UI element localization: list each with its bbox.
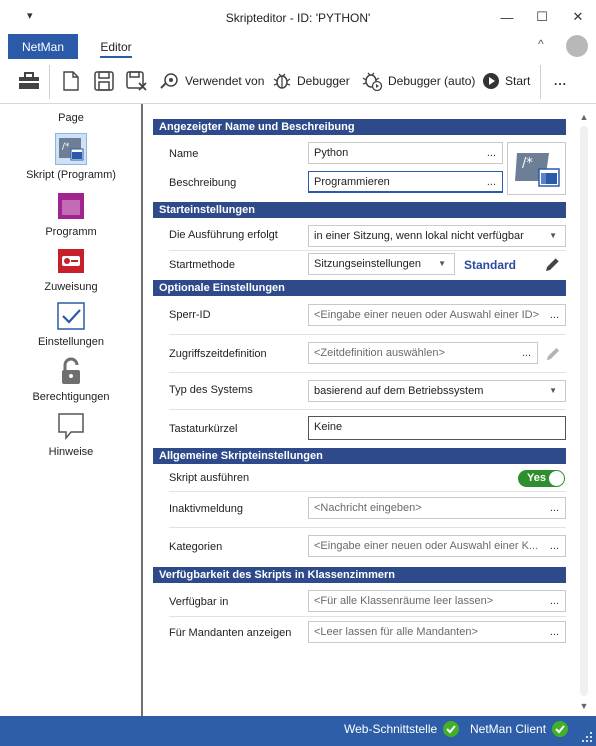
- shortcut-field[interactable]: [308, 416, 566, 440]
- avatar[interactable]: [566, 35, 588, 57]
- description-field[interactable]: [308, 171, 503, 193]
- save-close-button[interactable]: [126, 70, 148, 92]
- svg-text:/*: /*: [62, 142, 70, 152]
- row-divider: [169, 527, 566, 528]
- ribbon-tabs: [0, 34, 596, 59]
- chevron-down-icon: ▼: [438, 259, 446, 268]
- available-in-label: Verfügbar in: [169, 596, 229, 608]
- chevron-down-icon: ▼: [549, 386, 557, 395]
- name-label: Name: [169, 148, 199, 160]
- window-title: Skripteditor - ID: 'PYTHON': [225, 11, 371, 25]
- toolbar: [0, 59, 596, 104]
- edit-pencil-disabled-icon: [545, 345, 562, 365]
- tenants-browse-button[interactable]: ...: [549, 626, 559, 638]
- execution-select[interactable]: [308, 225, 566, 247]
- toggle-label: Yes: [527, 472, 546, 484]
- lock-id-field[interactable]: [308, 304, 566, 326]
- used-by-icon: [160, 71, 180, 91]
- shortcut-value: Keine: [314, 421, 343, 433]
- row-divider: [169, 409, 566, 410]
- execution-value: in einer Sitzung, wenn lokal nicht verfügbar: [314, 230, 524, 242]
- script-icon-picker[interactable]: [507, 142, 566, 195]
- save-icon: [94, 71, 114, 91]
- script-icon: [55, 133, 87, 165]
- access-time-placeholder: <Zeitdefinition auswählen>: [314, 347, 445, 359]
- name-field[interactable]: [308, 142, 503, 164]
- access-time-label: Zugriffszeitdefinition: [169, 348, 267, 360]
- toolbar-divider: [540, 65, 541, 99]
- section-start-settings: Starteinstellungen: [153, 202, 566, 218]
- row-divider: [169, 616, 566, 617]
- debugger-button[interactable]: [272, 70, 350, 92]
- tab-netman[interactable]: NetMan: [8, 34, 78, 59]
- used-by-button[interactable]: [160, 70, 264, 92]
- description-value: Programmieren: [314, 176, 390, 188]
- nav-item-zuweisung[interactable]: [0, 245, 142, 293]
- system-type-select[interactable]: [308, 380, 566, 402]
- section-name-description: Angezeigter Name und Beschreibung: [153, 119, 566, 135]
- active-tab-underline: [100, 56, 132, 58]
- status-bar: [0, 716, 596, 746]
- save-button[interactable]: [94, 70, 114, 92]
- tenants-label: Für Mandanten anzeigen: [169, 627, 292, 639]
- categories-field[interactable]: [308, 535, 566, 557]
- web-interface-label: Web-Schnittstelle: [344, 722, 438, 736]
- toolbox-icon: [18, 71, 40, 91]
- run-script-label: Skript ausführen: [169, 472, 250, 484]
- resize-grip-icon[interactable]: [582, 732, 593, 746]
- nav-item-programm[interactable]: [0, 190, 142, 238]
- tenants-placeholder: <Leer lassen für alle Mandanten>: [314, 626, 478, 638]
- available-in-field[interactable]: [308, 590, 566, 612]
- tab-editor-label: Editor: [100, 39, 132, 54]
- nav-item-skript[interactable]: [0, 133, 142, 181]
- tenants-field[interactable]: [308, 621, 566, 643]
- section-general-script-settings: Allgemeine Skripteinstellungen: [153, 448, 566, 464]
- nav-heading: Page: [58, 112, 84, 124]
- minimize-button[interactable]: —: [500, 9, 514, 25]
- row-divider: [169, 491, 566, 492]
- inactive-message-placeholder: <Nachricht eingeben>: [314, 502, 422, 514]
- start-method-select[interactable]: [308, 253, 455, 275]
- save-close-icon: [126, 71, 148, 91]
- categories-browse-button[interactable]: ...: [549, 540, 559, 552]
- nav-item-label: Zuweisung: [44, 281, 98, 293]
- scroll-down-icon[interactable]: ▼: [579, 701, 589, 711]
- nav-item-berechtigungen[interactable]: [0, 355, 142, 403]
- new-document-button[interactable]: [63, 70, 79, 92]
- section-classroom-availability: Verfügbarkeit des Skripts in Klassenzimmern: [153, 567, 566, 583]
- lock-id-browse-button[interactable]: ...: [549, 309, 559, 321]
- nav-item-label: Einstellungen: [37, 336, 105, 348]
- title-bar: [0, 0, 596, 34]
- name-browse-button[interactable]: ...: [486, 147, 496, 159]
- row-divider: [169, 372, 566, 373]
- available-in-placeholder: <Für alle Klassenräume leer lassen>: [314, 595, 494, 607]
- shortcut-label: Tastaturkürzel: [169, 423, 238, 435]
- debugger-auto-label: Debugger (auto): [388, 74, 476, 88]
- inactive-message-browse-button[interactable]: ...: [549, 502, 559, 514]
- nav-item-label: Berechtigungen: [32, 391, 110, 403]
- assignment-icon: [55, 245, 87, 277]
- toolbox-button[interactable]: [18, 70, 40, 92]
- close-button[interactable]: ✕: [572, 9, 584, 24]
- section-optional-settings: Optionale Einstellungen: [153, 280, 566, 296]
- vertical-scrollbar[interactable]: [577, 110, 591, 713]
- program-window-icon: [55, 190, 87, 222]
- debugger-label: Debugger: [297, 74, 350, 88]
- toggle-knob: [549, 471, 564, 486]
- edit-pencil-icon[interactable]: [544, 255, 562, 276]
- nav-item-einstellungen[interactable]: [0, 300, 142, 348]
- collapse-ribbon-icon[interactable]: ^: [538, 37, 544, 51]
- tab-editor[interactable]: [92, 34, 140, 59]
- nav-item-label: Skript (Programm): [26, 169, 116, 181]
- lock-icon: [55, 355, 87, 387]
- page-navigation: [0, 104, 139, 716]
- svg-text:/*: /*: [521, 155, 533, 171]
- access-time-browse-button[interactable]: ...: [521, 347, 531, 359]
- row-divider: [169, 250, 566, 251]
- nav-item-label: Hinweise: [48, 446, 94, 458]
- netman-client-label: NetMan Client: [470, 722, 547, 736]
- name-value: Python: [314, 147, 349, 159]
- standard-link[interactable]: Standard: [464, 258, 517, 272]
- netman-client-status[interactable]: [470, 721, 568, 737]
- scrollbar-track[interactable]: [580, 126, 588, 696]
- start-method-value: Sitzungseinstellungen: [314, 258, 422, 270]
- lock-id-label: Sperr-ID: [169, 309, 211, 321]
- maximize-button[interactable]: ☐: [536, 9, 548, 24]
- play-icon: [482, 72, 500, 90]
- inactive-message-field[interactable]: [308, 497, 566, 519]
- chevron-down-icon: ▼: [549, 231, 557, 240]
- run-script-toggle[interactable]: [518, 470, 565, 487]
- checkmark-icon: [55, 300, 87, 332]
- inactive-message-label: Inaktivmeldung: [169, 503, 243, 515]
- nav-item-label: Programm: [45, 226, 97, 238]
- start-label: Start: [505, 74, 531, 88]
- ok-check-icon: [443, 721, 459, 737]
- nav-item-hinweise[interactable]: [0, 410, 142, 458]
- speech-bubble-icon: [55, 410, 87, 442]
- available-in-browse-button[interactable]: ...: [549, 595, 559, 607]
- web-interface-status[interactable]: [344, 721, 459, 737]
- more-options-button[interactable]: ...: [554, 74, 568, 88]
- lock-id-placeholder: <Eingabe einer neuen oder Auswahl einer ID>: [314, 309, 540, 321]
- script-large-icon: [513, 149, 561, 189]
- row-divider: [169, 334, 566, 335]
- system-type-label: Typ des Systems: [169, 384, 253, 396]
- system-type-value: basierend auf dem Betriebssystem: [314, 385, 484, 397]
- start-method-label: Startmethode: [169, 259, 236, 271]
- execution-label: Die Ausführung erfolgt: [169, 229, 278, 241]
- ok-check-icon: [552, 721, 568, 737]
- categories-label: Kategorien: [169, 541, 223, 553]
- new-document-icon: [63, 71, 79, 91]
- debugger-auto-button[interactable]: [361, 70, 475, 92]
- description-label: Beschreibung: [169, 177, 237, 189]
- description-browse-button[interactable]: ...: [486, 176, 496, 188]
- toolbar-divider: [49, 65, 50, 99]
- bug-auto-icon: [361, 71, 383, 91]
- start-button[interactable]: [482, 70, 530, 92]
- quick-access-menu-icon[interactable]: ▾: [27, 10, 33, 22]
- access-time-field[interactable]: [308, 342, 538, 364]
- scroll-up-icon[interactable]: ▲: [579, 112, 589, 122]
- categories-placeholder: <Eingabe einer neuen oder Auswahl einer K...: [314, 540, 539, 552]
- bug-icon: [272, 71, 292, 91]
- used-by-label: Verwendet von: [185, 74, 265, 88]
